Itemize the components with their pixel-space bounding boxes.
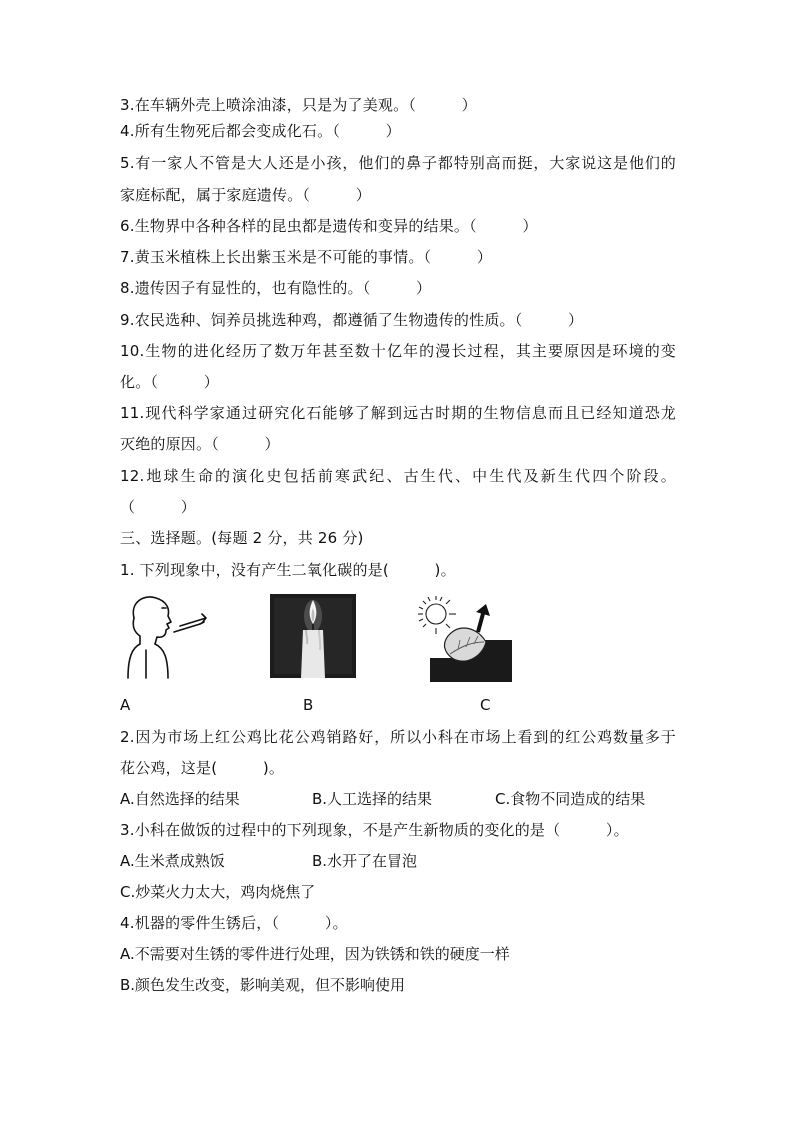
judge-item-11-line1: 11.现代科学家通过研究化石能够了解到远古时期的生物信息而且已经知道恐龙 (120, 404, 676, 422)
q1-label-b: B (303, 696, 314, 714)
judge-item-10-line2: 化。（ ） (120, 373, 219, 391)
q1-label-a: A (120, 696, 131, 714)
q3-option-c: C.炒菜火力太大，鸡肉烧焦了 (120, 883, 316, 901)
judge-item-8: 8.遗传因子有显性的，也有隐性的。（ ） (120, 279, 432, 297)
q3-option-a: A.生米煮成熟饭 (120, 852, 225, 870)
judge-item-9: 9.农民选种、饲养员挑选种鸡，都遵循了生物遗传的性质。（ ） (120, 311, 584, 329)
q4-option-a: A.不需要对生锈的零件进行处理，因为铁锈和铁的硬度一样 (120, 945, 510, 963)
choice-q2-line2: 花公鸡，这是( )。 (120, 759, 285, 777)
q4-option-b: B.颜色发生改变，影响美观，但不影响使用 (120, 976, 406, 994)
section-heading-choice: 三、选择题。(每题 2 分，共 26 分) (120, 529, 364, 547)
judge-item-10-line1: 10.生物的进化经历了数万年甚至数十亿年的漫长过程，其主要原因是环境的变 (120, 342, 676, 360)
judge-item-3: 3.在车辆外壳上喷涂油漆，只是为了美观。（ ） (120, 96, 477, 114)
judge-item-11-line2: 灭绝的原因。（ ） (120, 435, 280, 453)
burning-candle-icon (270, 594, 356, 678)
judge-item-7: 7.黄玉米植株上长出紫玉米是不可能的事情。（ ） (120, 248, 493, 266)
q1-label-c: C (480, 696, 491, 714)
leaf-sunlight-icon (412, 592, 512, 682)
judge-item-12-line1: 12.地球生命的演化史包括前寒武纪、古生代、中生代及新生代四个阶段。 (120, 467, 676, 485)
judge-item-5-line2: 家庭标配，属于家庭遗传。（ ） (120, 186, 371, 204)
person-exhaling-icon (122, 592, 214, 680)
q2-option-b: B.人工选择的结果 (312, 790, 433, 808)
judge-item-5-line1: 5.有一家人不管是大人还是小孩，他们的鼻子都特别高而挺，大家说这是他们的 (120, 154, 676, 172)
judge-item-6: 6.生物界中各种各样的昆虫都是遗传和变异的结果。（ ） (120, 217, 538, 235)
judge-item-12-line2: （ ） (120, 498, 197, 516)
q3-option-b: B.水开了在冒泡 (312, 852, 418, 870)
q2-option-c: C.食物不同造成的结果 (495, 790, 646, 808)
choice-q2-line1: 2.因为市场上红公鸡比花公鸡销路好，所以小科在市场上看到的红公鸡数量多于 (120, 728, 676, 746)
choice-q1: 1. 下列现象中，没有产生二氧化碳的是( )。 (120, 561, 456, 579)
q2-option-a: A.自然选择的结果 (120, 790, 240, 808)
choice-q3: 3.小科在做饭的过程中的下列现象，不是产生新物质的变化的是（ ）。 (120, 821, 629, 839)
judge-item-4: 4.所有生物死后都会变成化石。（ ） (120, 122, 401, 140)
choice-q4: 4.机器的零件生锈后，（ ）。 (120, 914, 348, 932)
